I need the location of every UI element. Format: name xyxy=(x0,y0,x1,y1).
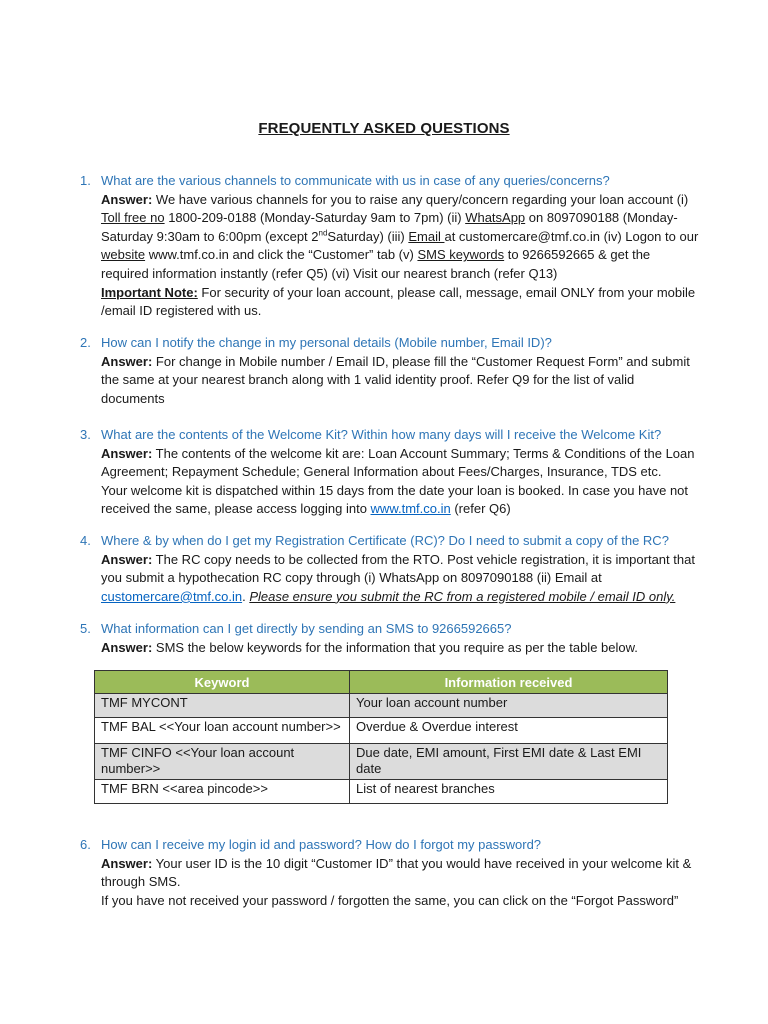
answer-label: Answer: xyxy=(101,445,153,461)
faq-item-3 xyxy=(80,426,700,519)
question-text: How can I receive my login id and password? How do I forgot my password? xyxy=(101,837,542,852)
question-number: 3. xyxy=(80,427,91,442)
question-2 xyxy=(80,334,700,353)
answer-label: Answer: xyxy=(101,551,153,567)
email-link[interactable]: customercare@tmf.co.in xyxy=(101,588,243,604)
sms-keyword-table xyxy=(94,670,668,804)
faq-item-1 xyxy=(80,172,700,321)
email-label: Email xyxy=(408,228,445,244)
sms-keywords-label: SMS keywords xyxy=(417,247,505,263)
table-cell: TMF BRN <<area pincode>> xyxy=(95,780,350,804)
table-cell: TMF MYCONT xyxy=(95,694,350,718)
table-row xyxy=(95,744,668,780)
table-row xyxy=(95,718,668,744)
question-number: 6. xyxy=(80,837,91,852)
answer-label: Answer: xyxy=(101,855,153,871)
table-cell: List of nearest branches xyxy=(350,780,668,804)
whatsapp-label: WhatsApp xyxy=(465,210,526,226)
toll-free-label: Toll free no xyxy=(101,210,165,226)
faq-item-5 xyxy=(80,620,700,657)
question-3 xyxy=(80,426,700,445)
question-number: 4. xyxy=(80,533,91,548)
table-cell: TMF BAL <<Your loan account number>> xyxy=(95,718,350,744)
question-number: 2. xyxy=(80,335,91,350)
answer-label: Answer: xyxy=(101,639,153,655)
question-text: What are the various channels to communicate with us in case of any queries/concerns? xyxy=(101,173,610,188)
answer-1: Answer: We have various channels for you to raise any query/concern regarding your loan account (i) Toll free no 1800-209-0188 (Monday-Saturday 9am to 7pm) (ii) WhatsApp on 8097090188 (Monday-Saturday 9:30am to 6:00pm (except 2ndSaturday) (iii) Email at customercare@tmf.co.in (iv) Logon to our website www.tmf.co.in and click the “Customer” tab (v) SMS keywords to 9266592665 & get the required information instantly (refer Q5) (vi) Visit our nearest branch (refer Q13) xyxy=(101,191,699,281)
answer-4: Answer: The RC copy needs to be collected from the RTO. Post vehicle registration, it is important that you submit a hypothecation RC copy through (i) WhatsApp on 8097090188 (ii) Email at customercare@tmf.co.in. Please ensure you submit the RC from a registered mobile / email ID only. xyxy=(101,551,695,604)
answer-6: Answer: Your user ID is the 10 digit “Customer ID” that you would have received in your welcome kit & through SMS. xyxy=(101,855,692,890)
question-text: What are the contents of the Welcome Kit? Within how many days will I receive the Welcome Kit? xyxy=(101,427,662,442)
answer-5: Answer: SMS the below keywords for the information that you require as per the table below. xyxy=(101,639,638,655)
faq-item-4 xyxy=(80,532,700,606)
website-label: website xyxy=(101,247,146,263)
question-text: Where & by when do I get my Registration Certificate (RC)? Do I need to submit a copy of the RC? xyxy=(101,533,669,548)
question-1 xyxy=(80,172,700,191)
table-row xyxy=(95,780,668,804)
table-cell: Due date, EMI amount, First EMI date & Last EMI date xyxy=(350,744,668,780)
table-cell: Your loan account number xyxy=(350,694,668,718)
important-note: Important Note: For security of your loan account, please call, message, email ONLY from your mobile /email ID registered with us. xyxy=(101,284,696,319)
question-6 xyxy=(80,836,700,855)
important-note-label: Important Note: xyxy=(101,284,198,300)
table-cell: Overdue & Overdue interest xyxy=(350,718,668,744)
question-4 xyxy=(80,532,700,551)
question-number: 1. xyxy=(80,173,91,188)
answer-label: Answer: xyxy=(101,353,153,369)
faq-item-6 xyxy=(80,836,700,910)
question-number: 5. xyxy=(80,621,91,636)
table-header: Information received xyxy=(350,671,668,694)
question-text: How can I notify the change in my personal details (Mobile number, Email ID)? xyxy=(101,335,552,350)
rc-note: Please ensure you submit the RC from a registered mobile / email ID only. xyxy=(249,588,676,604)
question-5 xyxy=(80,620,700,639)
table-cell: TMF CINFO <<Your loan account number>> xyxy=(95,744,350,780)
answer-label: Answer: xyxy=(101,191,153,207)
table-header: Keyword xyxy=(95,671,350,694)
website-link[interactable]: www.tmf.co.in xyxy=(370,501,451,517)
table-header-row xyxy=(95,671,668,694)
page-title: FREQUENTLY ASKED QUESTIONS xyxy=(258,120,510,137)
answer-6-continued: If you have not received your password / forgotten the same, you can click on the “Forgot Password” xyxy=(101,892,679,908)
faq-item-2 xyxy=(80,334,700,408)
answer-3-continued: Your welcome kit is dispatched within 15 days from the date your loan is booked. In case you have not received the same, please access logging into www.tmf.co.in (refer Q6) xyxy=(101,482,689,517)
question-text: What information can I get directly by sending an SMS to 9266592665? xyxy=(101,621,512,636)
table-row xyxy=(95,694,668,718)
answer-2: Answer: For change in Mobile number / Email ID, please fill the “Customer Request Form” and submit the same at your nearest branch along with 1 valid identity proof. Refer Q9 for the list of valid documents xyxy=(101,353,690,406)
answer-3: Answer: The contents of the welcome kit are: Loan Account Summary; Terms & Conditions of the Loan Agreement; Repayment Schedule; General Information about Fees/Charges, Insurance, TDS etc. xyxy=(101,445,695,480)
